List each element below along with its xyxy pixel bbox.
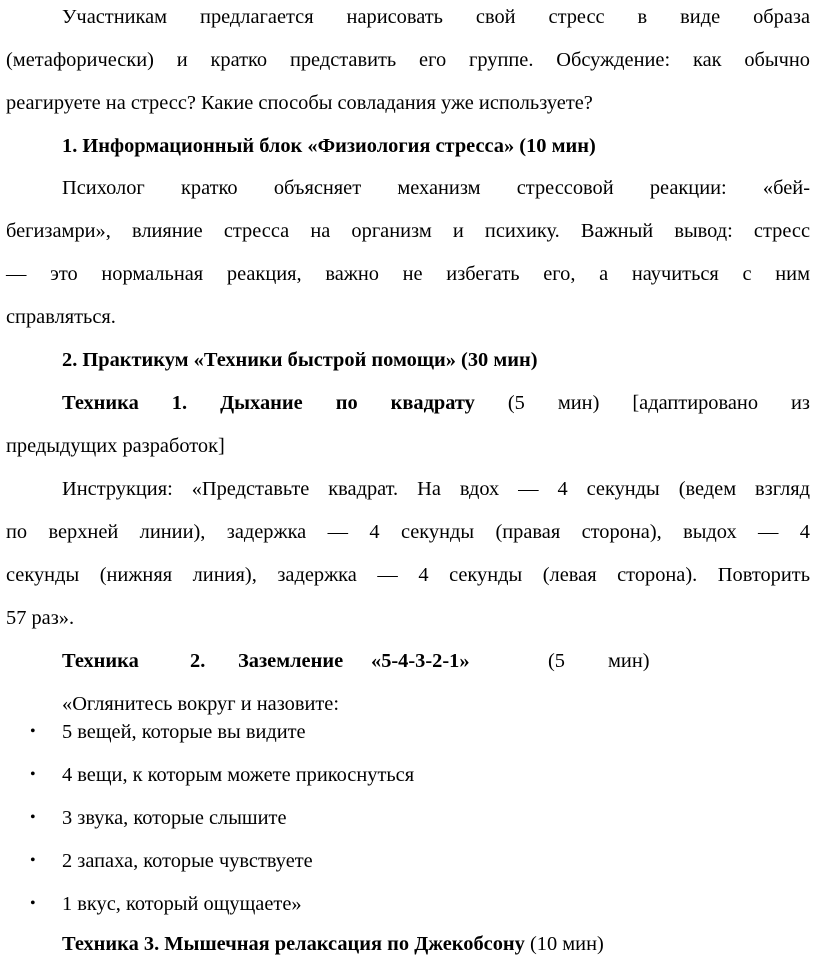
paragraph-line: Участникам предлагается нарисовать свой стресс в виде образа [62, 6, 810, 28]
section-heading: 1. Информационный блок «Физиология стресса» (10 мин) [62, 135, 596, 157]
bullet-icon: • [30, 723, 36, 740]
paragraph-line: Инструкция: «Представьте квадрат. На вдох — 4 секунды (ведем взгляд [62, 478, 810, 500]
paragraph-line: справляться. [6, 306, 116, 328]
technique-2-word: (5 [548, 650, 565, 672]
list-item-text: 1 вкус, который ощущаете» [62, 893, 302, 915]
paragraph-line: предыдущих разработок] [6, 435, 225, 457]
technique-2-word: «5-4-3-2-1» [371, 650, 470, 672]
section-heading: 2. Практикум «Техники быстрой помощи» (30 мин) [62, 349, 538, 371]
paragraph-line: реагируете на стресс? Какие способы совладания уже используете? [6, 92, 593, 114]
technique-2-word: Техника [62, 650, 139, 672]
technique-1-rest: (5 мин) [адаптировано из [474, 392, 810, 414]
paragraph-line: по верхней линии), задержка — 4 секунды (правая сторона), выдох — 4 [6, 521, 810, 543]
list-item-text: 2 запаха, которые чувствуете [62, 850, 313, 872]
technique-1-bold: Техника 1. Дыхание по квадрату [62, 392, 475, 414]
technique-1-title [62, 388, 810, 418]
paragraph-line: 57 раз». [6, 607, 75, 629]
bullet-icon: • [30, 852, 36, 869]
technique-2-word: Заземление [238, 650, 344, 672]
bullet-icon: • [30, 809, 36, 826]
technique-3-bold: Техника 3. Мышечная релаксация по Джекобсону [62, 933, 525, 955]
bullet-icon: • [30, 766, 36, 783]
list-item-text: 5 вещей, которые вы видите [62, 721, 306, 743]
technique-2-title [62, 646, 662, 676]
paragraph-line: Психолог кратко объясняет механизм стрессовой реакции: «бей- [62, 177, 810, 199]
list-item-text: 3 звука, которые слышите [62, 807, 287, 829]
technique-2-word: мин) [608, 650, 650, 672]
technique-3-title [62, 929, 816, 959]
paragraph-line: — это нормальная реакция, важно не избегать его, а научиться с ним [6, 263, 810, 285]
technique-2-word: 2. [190, 650, 206, 672]
technique-3-rest: (10 мин) [524, 933, 604, 955]
bullet-icon: • [30, 895, 36, 912]
paragraph-line: (метафорически) и кратко представить его группе. Обсуждение: как обычно [6, 49, 810, 71]
list-item-text: 4 вещи, к которым можете прикоснуться [62, 764, 415, 786]
paragraph-line: «Оглянитесь вокруг и назовите: [62, 693, 339, 715]
paragraph-line: бегизамри», влияние стресса на организм и психику. Важный вывод: стресс [6, 220, 810, 242]
paragraph-line: секунды (нижняя линия), задержка — 4 секунды (левая сторона). Повторить [6, 564, 810, 586]
